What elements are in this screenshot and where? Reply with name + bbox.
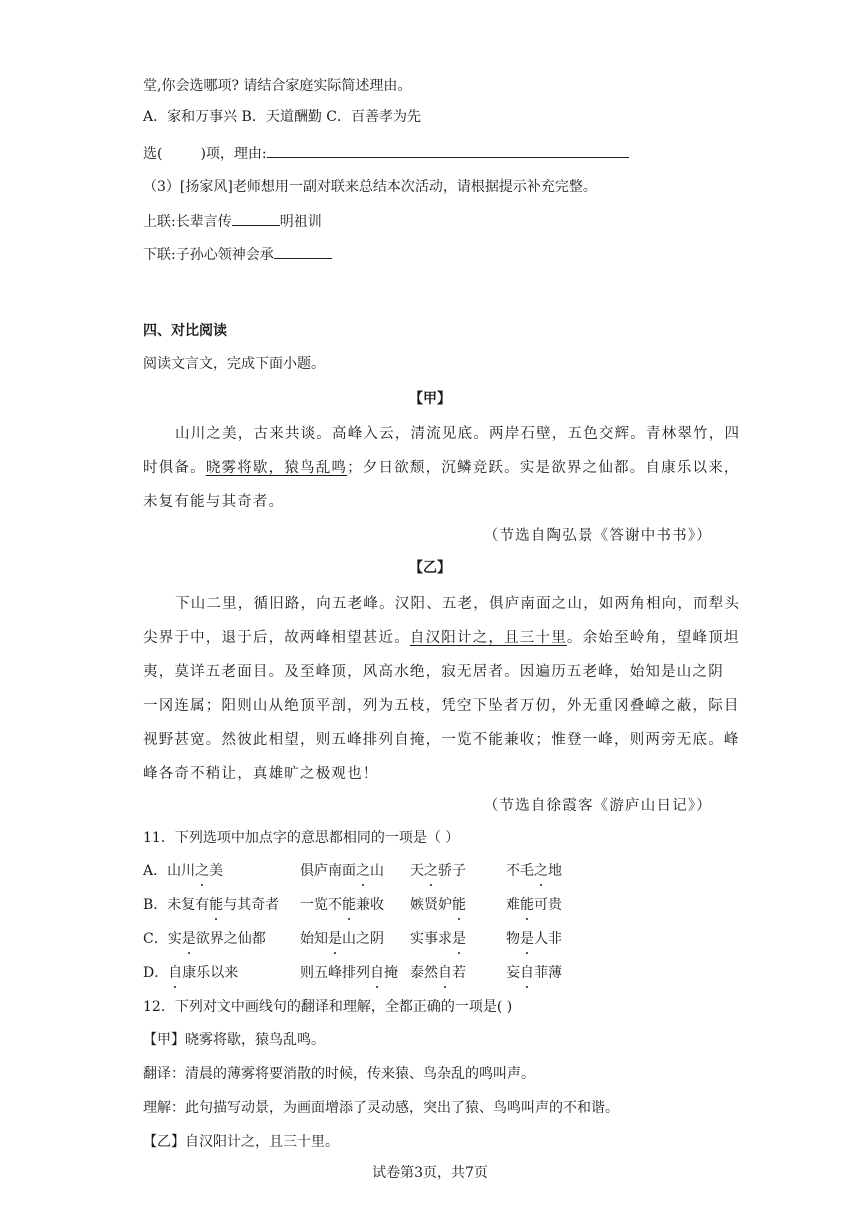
dotted-character: 之 [424, 863, 438, 879]
q11-option-item: D．自康乐以来 [143, 965, 239, 981]
underlined-sentence: 晓雾将歇，猿鸟乱鸣 [205, 460, 348, 476]
passage-yi-line: 视野甚宽。然彼此相望，则五峰排列自掩，一览不能兼收；惟登一峰，则两旁无底。峰 [143, 732, 740, 748]
passage-jia-line: 时俱备。晓雾将歇，猿鸟乱鸣；夕日欲颓，沉鳞竞跃。实是欲界之仙都。自康乐以来， [143, 460, 740, 476]
q11-option-item: 则五峰排列自掩 [300, 965, 398, 981]
passage-jia-line: 山川之美，古来共谈。高峰入云，清流见底。两岸石壁，五色交辉。青林翠竹，四 [175, 426, 741, 442]
dotted-character: 能 [342, 897, 356, 913]
q11-option-label[interactable]: A． [143, 863, 168, 879]
question-3: （3）[扬家风]老师想用一副对联来总结本次活动，请根据提示补充完整。 [143, 179, 597, 195]
q11-option-item: 实事求是 [410, 931, 466, 947]
q11-option-item: 天之骄子 [410, 863, 466, 879]
q11-option-item: B．未复有能与其奇者 [143, 897, 280, 913]
dotted-character: 自 [438, 965, 452, 981]
question-11-stem: 11．下列选项中加点字的意思都相同的一项是（ ） [143, 830, 460, 846]
dotted-character: 是 [181, 931, 196, 947]
dotted-character: 之 [195, 863, 210, 879]
dotted-character: 是 [520, 931, 534, 947]
passage-yi-line: 尖界于中，退于后，故两峰相望甚近。自汉阳计之，且三十里。余始至岭角，望峰顶坦 [143, 630, 740, 646]
dotted-character: 自 [520, 965, 534, 981]
q11-option-item: 一览不能兼收 [300, 897, 384, 913]
q11-option-label[interactable]: D． [143, 965, 169, 981]
answer-options: A．家和万事兴 B．天道酬勤 C．百善孝为先 [143, 109, 422, 125]
q11-option-item: 不毛之地 [506, 863, 562, 879]
choice-line: 选( )项，理由: [143, 142, 629, 164]
q11-option-item: 俱庐南面之山 [300, 863, 384, 879]
section-title: 四、对比阅读 [143, 323, 227, 339]
dotted-character: 自 [370, 965, 384, 981]
question-12-stem: 12．下列对文中画线句的翻译和理解，全都正确的一项是( ) [143, 999, 513, 1015]
page-footer: 试卷第3页，共7页 [372, 1165, 488, 1181]
lower-blank[interactable] [274, 243, 332, 259]
q11-option-item: 物是人非 [506, 931, 562, 947]
reason-blank[interactable] [267, 142, 629, 158]
passage-yi-line: 下山二里，循旧路，向五老峰。汉阳、五老，俱庐南面之山，如两角相向，而犁头 [175, 596, 741, 612]
q11-option-item: 妄自菲薄 [506, 965, 562, 981]
dotted-character: 是 [328, 931, 342, 947]
q12-yi-sentence: 【乙】自汉阳计之，且三十里。 [143, 1134, 339, 1150]
dotted-character: 能 [520, 897, 534, 913]
dotted-character: 之 [534, 863, 548, 879]
passage-yi-line: 峰各奇不稍让，真雄旷之极观也！ [143, 766, 379, 782]
q11-option-item: A．山川之美 [143, 863, 224, 879]
passage-yi-header: 【乙】 [409, 560, 451, 576]
dotted-character: 自 [168, 965, 183, 981]
section-instruction: 阅读文言文，完成下面小题。 [143, 356, 325, 372]
q11-option-item: 嫉贤妒能 [410, 897, 466, 913]
couplet-lower: 下联:子孙心领神会承 [143, 243, 332, 265]
question-continuation: 堂,你会选哪项? 请结合家庭实际简述理由。 [143, 78, 412, 94]
couplet-upper: 上联:长辈言传 明祖训 [143, 210, 322, 232]
q11-option-label[interactable]: B． [143, 897, 168, 913]
q12-understanding: 理解：此句描写动景，为画面增添了灵动感，突出了猿、鸟鸣叫声的不和谐。 [143, 1100, 619, 1116]
q11-option-label[interactable]: C． [143, 931, 168, 947]
passage-yi-line: 一冈连属；阳则山从绝顶平剖，列为五枝，凭空下坠者万仞，外无重冈叠嶂之蔽，际目 [143, 698, 740, 714]
underlined-sentence: 自汉阳计之，且三十里 [409, 630, 567, 646]
q11-option-item: C．实是欲界之仙都 [143, 931, 266, 947]
dotted-character: 之 [356, 863, 370, 879]
q11-option-item: 泰然自若 [410, 965, 466, 981]
passage-jia-line: 未复有能与其奇者。 [143, 494, 285, 510]
passage-jia-source: （节选自陶弘景《答谢中书书》） [483, 528, 712, 544]
q12-jia-sentence: 【甲】晓雾将歇，猿鸟乱鸣。 [143, 1032, 325, 1048]
upper-blank[interactable] [232, 210, 280, 226]
passage-jia-header: 【甲】 [409, 391, 451, 407]
passage-yi-line: 夷，莫详五老面目。及至峰顶，风高水绝，寂无居者。因遍历五老峰，始知是山之阴 [143, 664, 724, 680]
passage-yi-source: （节选自徐霞客《游庐山日记》） [483, 798, 712, 814]
q11-option-item: 难能可贵 [506, 897, 562, 913]
q12-translation: 翻译：清晨的薄雾将要消散的时候，传来猿、鸟杂乱的鸣叫声。 [143, 1066, 535, 1082]
dotted-character: 能 [209, 897, 224, 913]
q11-option-item: 始知是山之阴 [300, 931, 384, 947]
dotted-character: 是 [452, 931, 466, 947]
dotted-character: 能 [452, 897, 466, 913]
